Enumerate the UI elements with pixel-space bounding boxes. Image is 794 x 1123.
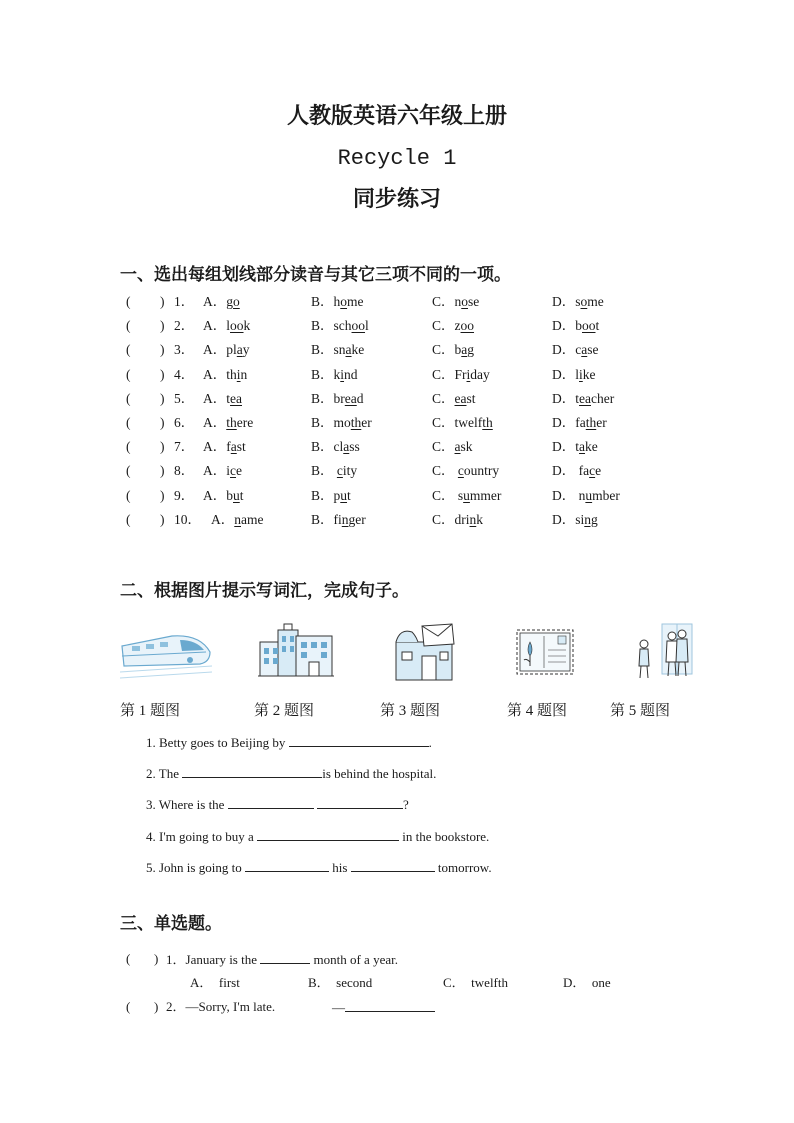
option-label: C． [432,318,455,334]
word-part: me [587,294,604,309]
word-part: mmer [469,487,502,503]
word-part: ountry [463,463,500,479]
answer-paren-close[interactable]: ) [160,294,165,309]
underlined-letters: o [461,294,469,309]
word-part: th [226,366,237,382]
question-number: 7． [174,439,195,455]
option-label: B． [311,318,334,334]
option-label: D． [552,390,576,406]
option-a[interactable] [203,412,253,434]
phonics-question-8 [0,460,794,482]
option-b[interactable] [311,436,360,458]
word-part: l [365,318,369,334]
phonics-question-7 [0,436,794,458]
answer-blank[interactable] [260,949,310,964]
question-number: 9． [174,487,195,503]
fill-sentence-2 [146,763,436,784]
word-part: sn [333,342,346,358]
word-part: fa [575,463,590,479]
answer-paren-open: ( [126,366,131,382]
word-part: sch [333,318,352,334]
underlined-letters: i [236,366,241,382]
option-label: A． [203,415,227,430]
word-part: b [226,487,233,503]
option-d[interactable] [552,339,599,361]
section2-heading: 二、根据图片提示写词汇，完成句子。 [120,581,409,601]
picture-caption-3: 第 3 题图 [380,703,441,719]
underlined-letters: c [336,463,343,479]
phonics-question-4 [0,364,794,386]
underlined-letters: oo [460,318,475,334]
section3-heading: 三、单选题。 [120,914,222,934]
underlined-letters: a [230,439,237,455]
underlined-letters: go [226,294,240,309]
postcard-icon [516,622,574,678]
word-part: se [587,342,599,358]
fill-sentence-4 [146,826,489,847]
answer-paren-close[interactable]: ) [160,366,165,382]
word-part: st [466,390,476,406]
option-label: B． [311,463,334,479]
question-number: 2． [166,999,186,1014]
word-part: fi [333,511,342,527]
fill-sentence-5 [146,857,492,878]
picture-caption-2: 第 2 题图 [254,703,315,719]
phonics-question-2 [0,315,794,337]
answer-blank[interactable] [351,857,435,872]
word-part: k [333,366,341,382]
word-part: ke [585,439,598,455]
option-a[interactable] [203,460,242,482]
option-label: C． [432,342,455,358]
option-label: B． [311,366,334,382]
word-part: t [239,487,244,503]
option-label: C． [432,415,455,430]
option-label: D． [552,439,576,455]
option-b[interactable] [311,509,366,531]
post-office-icon [394,622,456,682]
answer-paren-close[interactable]: ) [160,390,165,406]
answer-blank[interactable] [345,997,435,1012]
option-a[interactable] [203,364,247,386]
word-part: mber [592,487,620,503]
option-label: B． [311,390,334,406]
question-number: 3． [174,342,195,358]
option-label: A． [203,366,227,382]
word-part: t [575,439,580,455]
underlined-letters: a [343,439,350,455]
question-number: 10． [174,511,201,527]
answer-paren-close[interactable]: ) [160,342,165,358]
word-part: t [347,487,351,503]
option-a[interactable] [211,509,264,531]
answer-paren-open: ( [126,318,131,334]
option-label: C． [432,439,455,455]
word-part: y [242,342,250,358]
option-label: C． [432,487,455,503]
sentence-text: 5. John is going to [146,860,245,875]
underlined-letters: oo [582,318,596,334]
underlined-letters: o [340,294,348,309]
word-part: si [575,511,585,527]
picture-caption-5: 第 5 题图 [610,703,671,719]
answer-paren-open: ( [126,463,131,479]
word-part: se [468,294,480,309]
question-number: 6． [174,415,195,430]
word-part: Fr [454,366,467,382]
option-label: B． [311,511,334,527]
sentence-text: his [328,860,351,875]
option-d[interactable] [552,388,614,410]
sentence-text: in the bookstore. [399,829,490,844]
option-label: D． [552,487,576,503]
answer-blank[interactable] [228,794,314,809]
word-part: er [361,415,372,430]
option-label: B． [311,294,334,309]
word-part: mo [333,415,351,430]
underlined-letters: u [463,487,470,503]
option-label: B． [311,342,334,358]
underlined-letters: th [350,415,362,430]
phonics-question-9 [0,485,794,507]
hospital-building-icon [258,622,334,680]
option-a[interactable] [203,388,242,410]
word-part: st [236,439,246,455]
option-a[interactable] [203,339,250,361]
mc-question-1 [166,949,398,970]
option-d[interactable] [552,509,598,531]
option-label: C． [432,511,455,527]
underlined-letters: oo [351,318,366,334]
answer-paren-open: ( [126,439,131,455]
word-part: l [226,318,231,334]
option-c[interactable] [432,315,474,337]
option-c[interactable] [432,291,479,313]
option-label: A． [203,390,227,406]
train-icon [120,622,212,680]
word-part: c [575,342,582,358]
underlined-letters: i [340,366,345,382]
word-part: n [454,294,462,309]
option-c[interactable] [432,339,474,361]
answer-blank[interactable] [289,732,429,747]
phonics-question-5 [0,388,794,410]
option-c[interactable] [432,485,501,507]
option-label: A． [203,487,227,503]
mc-option-b[interactable]: B． second [308,975,373,990]
answer-paren-close[interactable]: ) [154,999,159,1014]
word-part: br [333,390,345,406]
word-part: ame [241,511,264,527]
underlined-letters: a [461,342,468,358]
option-a[interactable] [203,291,240,313]
question-text: —Sorry, I'm late. [185,999,276,1014]
word-part: n [240,366,248,382]
underlined-letters: n [234,511,241,527]
word-part: l [575,366,580,382]
answer-blank[interactable] [245,857,329,872]
word-part: b [454,342,462,358]
underlined-letters: n [341,511,349,527]
word-part: f [226,439,231,455]
word-part: n [575,487,586,503]
underlined-letters: i [579,366,583,382]
question-number: 4． [174,366,195,382]
sentence-text: 4. I'm going to buy a [146,829,258,844]
word-part: pl [226,342,237,358]
word-part: s [454,487,464,503]
option-b[interactable] [311,412,372,434]
underlined-letters: u [585,487,593,503]
underlined-letters: n [469,511,477,527]
word-part: z [454,318,461,334]
people-visiting-icon [632,622,694,682]
question-text: month of a year. [310,952,398,967]
underlined-letters: a [579,439,586,455]
word-part: ere [236,415,254,430]
word-part: nd [344,366,358,382]
underlined-letters: c [230,463,237,479]
option-label: A． [203,439,227,455]
answer-blank[interactable] [317,794,403,809]
option-b[interactable] [311,339,364,361]
sentence-text: is behind the hospital. [322,766,437,781]
phonics-question-6 [0,412,794,434]
option-c[interactable] [432,460,499,482]
option-d[interactable] [552,315,599,337]
phonics-question-10 [0,509,794,531]
underlined-letters: th [585,415,597,430]
option-label: A． [203,342,227,358]
option-b[interactable] [311,388,364,410]
option-d[interactable] [552,291,604,313]
option-d[interactable] [552,485,620,507]
underlined-letters: u [340,487,348,503]
option-label: A． [211,511,235,527]
word-part: d [356,390,364,406]
word-part: b [575,318,582,334]
sentence-text: 2. The [146,766,183,781]
word-part: e [236,463,243,479]
option-d[interactable] [552,364,596,386]
picture-caption-1: 第 1 题图 [120,703,181,719]
answer-paren-open: ( [126,487,131,503]
answer-paren-close[interactable]: ) [154,951,159,966]
word-part: cl [333,439,344,455]
option-d[interactable] [552,412,607,434]
mc-question-2-reply [332,997,435,1018]
word-part: s [575,294,581,309]
option-a[interactable] [203,485,244,507]
option-c[interactable] [432,364,490,386]
word-part: t [595,318,600,334]
option-b[interactable] [311,485,351,507]
word-part: ke [582,366,596,382]
word-part: ke [351,342,365,358]
word-part: er [596,415,607,430]
answer-paren-open: ( [126,390,131,406]
answer-paren-close[interactable]: ) [160,415,165,430]
option-label: C． [432,390,455,406]
word-part: t [226,390,231,406]
question-number: 5． [174,390,195,406]
sentence-text: 1. Betty goes to Beijing by [146,735,289,750]
underlined-letters: a [454,439,461,455]
question-number: 1． [166,952,186,967]
option-c[interactable] [432,436,473,458]
underlined-letters: c [589,463,596,479]
option-label: D． [552,511,576,527]
word-part: ss [349,439,360,455]
underlined-letters: ng [584,511,598,527]
mc-option-d[interactable]: D． one [563,975,611,990]
option-label: A． [203,463,227,479]
word-part: me [347,294,364,309]
option-label: A． [203,318,227,334]
option-label: B． [311,439,334,455]
question-text: January is the [185,952,261,967]
sentence-text: 3. Where is the [146,797,228,812]
underlined-letters: th [482,415,493,430]
option-b[interactable] [311,364,358,386]
option-label: D． [552,366,576,382]
underlined-letters: a [236,342,243,358]
answer-blank[interactable] [257,826,399,841]
sentence-text: ? [402,797,409,812]
question-number: 2． [174,318,195,334]
answer-blank[interactable] [182,763,322,778]
sentence-text: tomorrow. [434,860,492,875]
word-part: day [470,366,490,382]
option-label: D． [552,463,576,479]
option-label: D． [552,415,576,430]
word-part: sk [460,439,473,455]
underlined-letters: o [580,294,588,309]
fill-sentence-3 [146,794,409,815]
word-part: ity [342,463,358,479]
answer-paren-close[interactable]: ) [160,463,165,479]
option-label: D． [552,318,576,334]
answer-paren-close[interactable]: ) [160,487,165,503]
reply-dash: — [332,1000,345,1015]
option-label: B． [311,415,334,430]
answer-paren-open: ( [126,415,131,430]
fill-sentence-1 [146,732,432,753]
phonics-question-1 [0,291,794,313]
answer-paren-close[interactable]: ) [160,318,165,334]
option-label: D． [552,294,576,309]
option-label: B． [311,487,334,503]
picture-caption-4: 第 4 题图 [507,703,568,719]
option-b[interactable] [311,315,369,337]
option-a[interactable] [203,436,246,458]
underlined-letters: c [457,463,464,479]
page-title: 人教版英语六年级上册 [286,104,507,129]
underlined-letters: th [226,415,237,430]
word-part: i [226,463,231,479]
word-part: twelf [454,415,483,430]
answer-paren-open: ( [126,511,131,527]
word-part: h [333,294,341,309]
word-part: cher [591,390,615,406]
answer-paren-open: ( [126,951,131,966]
question-number: 8． [174,463,195,479]
word-part: dri [454,511,470,527]
question-number: 1． [174,294,195,309]
option-b[interactable] [311,291,364,313]
option-c[interactable] [432,509,483,531]
answer-paren-open: ( [126,294,131,309]
page-subtitle-2: 同步练习 [352,187,441,212]
underlined-letters: a [581,342,588,358]
underlined-letters: i [466,366,471,382]
underlined-letters: ea [344,390,357,406]
phonics-question-3 [0,339,794,361]
underlined-letters: oo [230,318,244,334]
answer-paren-close[interactable]: ) [160,439,165,455]
option-label: C． [432,366,455,382]
word-part: g [467,342,475,358]
underlined-letters: a [345,342,352,358]
option-d[interactable] [552,436,598,458]
answer-paren-open: ( [126,999,131,1014]
page-subtitle: Recycle 1 [337,146,457,171]
mc-option-c[interactable]: C． twelfth [443,975,508,990]
answer-paren-open: ( [126,342,131,358]
word-part: p [333,487,341,503]
mc-option-a[interactable]: A． first [190,975,240,990]
option-label: A． [203,294,227,309]
option-c[interactable] [432,388,476,410]
option-c[interactable] [432,412,493,434]
option-a[interactable] [203,315,250,337]
word-part: fa [575,415,586,430]
word-part: ger [348,511,366,527]
mc-question-2 [166,997,275,1017]
word-part: k [476,511,484,527]
underlined-letters: u [233,487,240,503]
underlined-letters: ea [454,390,467,406]
underlined-letters: ea [230,390,242,406]
underlined-letters: ea [579,390,591,406]
option-d[interactable] [552,460,601,482]
option-label: C． [432,294,455,309]
word-part: k [243,318,251,334]
sentence-text: . [428,735,432,750]
section1-heading: 一、选出每组划线部分读音与其它三项不同的一项。 [120,265,511,285]
answer-paren-close[interactable]: ) [160,511,165,527]
word-part: t [575,390,580,406]
option-label: C． [432,463,455,479]
option-label: D． [552,342,576,358]
option-b[interactable] [311,460,357,482]
word-part: e [595,463,602,479]
